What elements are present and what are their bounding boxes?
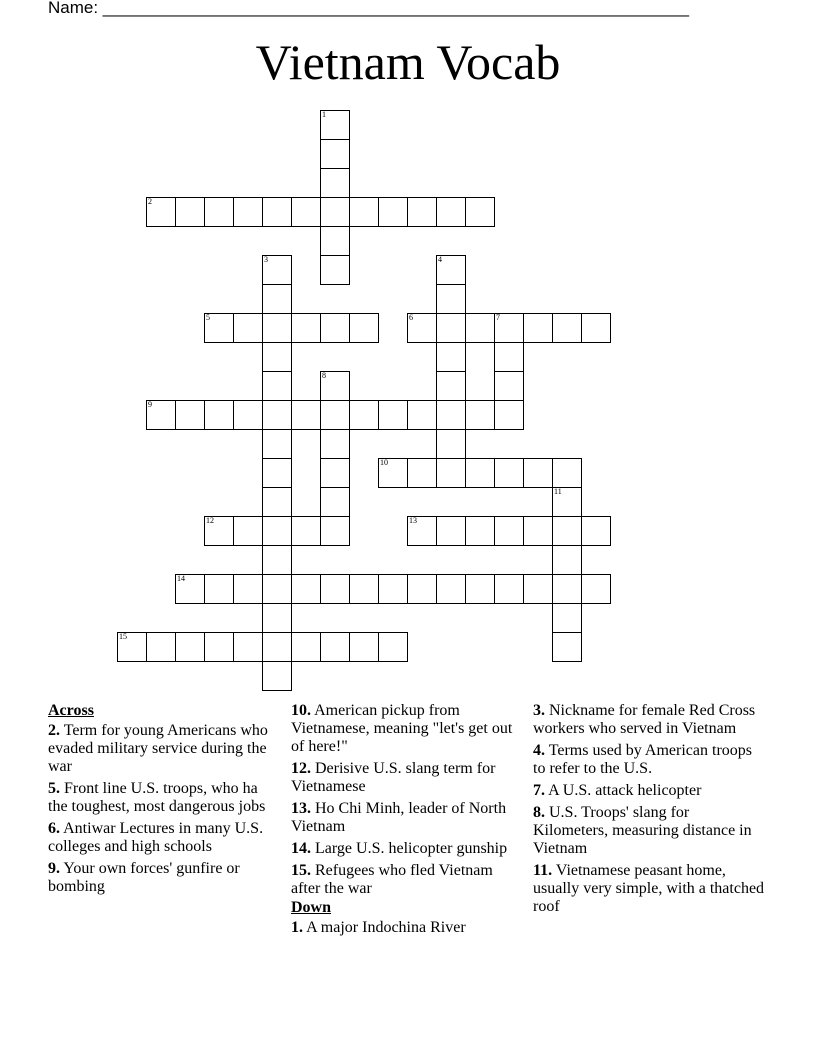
crossword-cell[interactable] xyxy=(349,313,379,343)
crossword-cell[interactable] xyxy=(320,168,350,198)
crossword-cell[interactable] xyxy=(523,516,553,546)
crossword-cell[interactable] xyxy=(378,632,408,662)
crossword-cell[interactable] xyxy=(436,574,466,604)
across-clue xyxy=(48,722,280,776)
cell-number: 10 xyxy=(380,458,388,467)
down-heading: Down xyxy=(291,899,332,916)
clue-number: 10. xyxy=(291,702,311,719)
clue-number: 3. xyxy=(533,702,545,719)
clue-text: A U.S. attack helicopter xyxy=(548,782,702,799)
crossword-cell[interactable] xyxy=(320,516,350,546)
crossword-cell[interactable] xyxy=(494,400,524,430)
cell-number: 8 xyxy=(322,371,326,380)
crossword-cell[interactable] xyxy=(407,458,437,488)
crossword-cell[interactable] xyxy=(262,632,292,662)
clue-text: American pickup from Vietnamese, meaning "let's get out of here!" xyxy=(291,702,513,755)
crossword-cell[interactable] xyxy=(494,313,524,343)
crossword-cell[interactable] xyxy=(407,313,437,343)
across-clue xyxy=(48,820,280,856)
across-clue xyxy=(291,702,523,756)
crossword-cell[interactable] xyxy=(436,458,466,488)
clue-text: Your own forces' gunfire or bombing xyxy=(48,860,240,895)
crossword-cell[interactable] xyxy=(262,458,292,488)
crossword-cell[interactable] xyxy=(436,400,466,430)
clue-number: 11. xyxy=(533,862,553,879)
crossword-cell[interactable] xyxy=(465,313,495,343)
crossword-cell[interactable] xyxy=(233,313,263,343)
cell-number: 13 xyxy=(409,516,417,525)
across-clue xyxy=(48,860,280,896)
across-clue xyxy=(48,780,280,816)
crossword-cell[interactable] xyxy=(262,661,292,691)
crossword-cell[interactable] xyxy=(204,574,234,604)
crossword-cell[interactable] xyxy=(262,255,292,285)
page-title: Vietnam Vocab xyxy=(255,34,561,90)
clue-number: 4. xyxy=(533,742,545,759)
clue-number: 6. xyxy=(48,820,60,837)
crossword-cell[interactable] xyxy=(320,371,350,401)
crossword-cell[interactable] xyxy=(378,197,408,227)
crossword-cell[interactable] xyxy=(436,255,466,285)
crossword-cell[interactable] xyxy=(146,197,176,227)
crossword-cell[interactable] xyxy=(204,516,234,546)
clue-text: Term for young Americans who evaded military service during the war xyxy=(48,722,268,775)
crossword-cell[interactable] xyxy=(262,284,292,314)
crossword-cell[interactable] xyxy=(407,574,437,604)
clue-text: Nickname for female Red Cross workers who served in Vietnam xyxy=(533,702,756,737)
clue-number: 13. xyxy=(291,800,311,817)
crossword-cell[interactable] xyxy=(146,400,176,430)
crossword-cell[interactable] xyxy=(262,313,292,343)
clue-number: 9. xyxy=(48,860,60,877)
crossword-cell[interactable] xyxy=(407,197,437,227)
crossword-cell[interactable] xyxy=(494,342,524,372)
crossword-cell[interactable] xyxy=(262,429,292,459)
crossword-cell[interactable] xyxy=(349,632,379,662)
crossword-cell[interactable] xyxy=(378,574,408,604)
clue-text: Refugees who fled Vietnam after the war xyxy=(291,862,493,897)
cell-number: 14 xyxy=(177,574,185,583)
crossword-cell[interactable] xyxy=(233,400,263,430)
cell-number: 15 xyxy=(119,632,127,641)
cell-number: 3 xyxy=(264,255,268,264)
crossword-cell[interactable] xyxy=(320,110,350,140)
crossword-cell[interactable] xyxy=(349,574,379,604)
crossword-cell[interactable] xyxy=(233,574,263,604)
crossword-cell[interactable] xyxy=(552,458,582,488)
crossword-cell[interactable] xyxy=(552,574,582,604)
crossword-cell[interactable] xyxy=(436,284,466,314)
clue-number: 5. xyxy=(48,780,60,797)
cell-number: 2 xyxy=(148,197,152,206)
crossword-cell[interactable] xyxy=(320,400,350,430)
cell-number: 5 xyxy=(206,313,210,322)
crossword-cell[interactable] xyxy=(175,632,205,662)
crossword-cell[interactable] xyxy=(204,313,234,343)
crossword-cell[interactable] xyxy=(523,458,553,488)
across-heading: Across xyxy=(48,702,94,719)
crossword-cell[interactable] xyxy=(233,197,263,227)
clue-column-1 xyxy=(48,702,280,900)
clue-column-3 xyxy=(533,702,765,920)
crossword-cell[interactable] xyxy=(581,516,611,546)
crossword-cell[interactable] xyxy=(175,574,205,604)
across-clue xyxy=(291,760,523,796)
crossword-cell[interactable] xyxy=(523,313,553,343)
clue-number: 8. xyxy=(533,804,545,821)
cell-number: 6 xyxy=(409,313,413,322)
crossword-cell[interactable] xyxy=(175,197,205,227)
across-clue xyxy=(291,862,523,898)
crossword-cell[interactable] xyxy=(552,516,582,546)
clue-number: 7. xyxy=(533,782,545,799)
cell-number: 7 xyxy=(496,313,500,322)
clue-text: A major Indochina River xyxy=(306,919,466,936)
crossword-cell[interactable] xyxy=(175,400,205,430)
crossword-cell[interactable] xyxy=(436,313,466,343)
crossword-cell[interactable] xyxy=(436,429,466,459)
crossword-cell[interactable] xyxy=(204,400,234,430)
crossword-cell[interactable] xyxy=(320,429,350,459)
down-clue xyxy=(291,919,523,937)
crossword-cell[interactable] xyxy=(465,516,495,546)
clue-text: Large U.S. helicopter gunship xyxy=(315,840,508,857)
clue-text: Front line U.S. troops, who ha the toughest, most dangerous jobs xyxy=(48,780,266,815)
clue-text: U.S. Troops' slang for Kilometers, measuring distance in Vietnam xyxy=(533,804,752,857)
crossword-cell[interactable] xyxy=(320,458,350,488)
crossword-cell[interactable] xyxy=(523,574,553,604)
crossword-cell[interactable] xyxy=(262,342,292,372)
crossword-cell[interactable] xyxy=(262,487,292,517)
across-clue xyxy=(291,840,523,858)
crossword-cell[interactable] xyxy=(494,458,524,488)
crossword-cell[interactable] xyxy=(552,545,582,575)
down-clue xyxy=(533,862,765,916)
crossword-cell[interactable] xyxy=(581,574,611,604)
crossword-cell[interactable] xyxy=(552,313,582,343)
crossword-cell[interactable] xyxy=(465,574,495,604)
crossword-cell[interactable] xyxy=(262,197,292,227)
crossword-cell[interactable] xyxy=(117,632,147,662)
down-clue xyxy=(533,804,765,858)
clue-text: Antiwar Lectures in many U.S. colleges and high schools xyxy=(48,820,264,855)
clue-text: Vietnamese peasant home, usually very simple, with a thatched roof xyxy=(533,862,765,915)
crossword-cell[interactable] xyxy=(465,197,495,227)
crossword-cell[interactable] xyxy=(552,487,582,517)
down-clue xyxy=(533,742,765,778)
name-field-label: Name: ______________________________________________________________ xyxy=(48,0,689,17)
crossword-cell[interactable] xyxy=(436,197,466,227)
clue-text: Ho Chi Minh, leader of North Vietnam xyxy=(291,800,507,835)
crossword-cell[interactable] xyxy=(262,574,292,604)
crossword-cell[interactable] xyxy=(552,603,582,633)
crossword-cell[interactable] xyxy=(349,197,379,227)
crossword-cell[interactable] xyxy=(233,632,263,662)
crossword-cell[interactable] xyxy=(291,574,321,604)
clue-number: 15. xyxy=(291,862,311,879)
crossword-cell[interactable] xyxy=(291,197,321,227)
cell-number: 11 xyxy=(554,487,562,496)
crossword-cell[interactable] xyxy=(291,313,321,343)
crossword-cell[interactable] xyxy=(233,516,263,546)
clue-number: 12. xyxy=(291,760,311,777)
crossword-cell[interactable] xyxy=(407,400,437,430)
down-clue xyxy=(533,782,765,800)
cell-number: 1 xyxy=(322,110,326,119)
crossword-cell[interactable] xyxy=(494,516,524,546)
crossword-cell[interactable] xyxy=(378,458,408,488)
crossword-cell[interactable] xyxy=(262,603,292,633)
crossword-cell[interactable] xyxy=(320,197,350,227)
crossword-cell[interactable] xyxy=(436,371,466,401)
crossword-cell[interactable] xyxy=(262,371,292,401)
across-clue xyxy=(291,800,523,836)
crossword-cell[interactable] xyxy=(291,400,321,430)
crossword-cell[interactable] xyxy=(407,516,437,546)
crossword-cell[interactable] xyxy=(320,139,350,169)
crossword-cell[interactable] xyxy=(494,574,524,604)
crossword-cell[interactable] xyxy=(581,313,611,343)
crossword-cell[interactable] xyxy=(291,516,321,546)
clue-number: 1. xyxy=(291,919,303,936)
crossword-cell[interactable] xyxy=(146,632,176,662)
crossword-cell[interactable] xyxy=(436,342,466,372)
crossword-cell[interactable] xyxy=(291,632,321,662)
crossword-cell[interactable] xyxy=(262,400,292,430)
crossword-cell[interactable] xyxy=(320,226,350,256)
crossword-cell[interactable] xyxy=(465,458,495,488)
crossword-cell[interactable] xyxy=(349,400,379,430)
crossword-cell[interactable] xyxy=(378,400,408,430)
crossword-cell[interactable] xyxy=(552,632,582,662)
cell-number: 12 xyxy=(206,516,214,525)
crossword-cell[interactable] xyxy=(320,632,350,662)
crossword-cell[interactable] xyxy=(262,545,292,575)
crossword-cell[interactable] xyxy=(436,516,466,546)
crossword-cell[interactable] xyxy=(465,400,495,430)
clue-column-2 xyxy=(291,702,523,941)
crossword-cell[interactable] xyxy=(320,574,350,604)
crossword-cell[interactable] xyxy=(494,371,524,401)
clue-text: Terms used by American troops to refer to the U.S. xyxy=(533,742,752,777)
clue-text: Derisive U.S. slang term for Vietnamese xyxy=(291,760,496,795)
cell-number: 4 xyxy=(438,255,442,264)
crossword-cell[interactable] xyxy=(320,487,350,517)
down-clue xyxy=(533,702,765,738)
crossword-cell[interactable] xyxy=(320,255,350,285)
cell-number: 9 xyxy=(148,400,152,409)
crossword-cell[interactable] xyxy=(320,313,350,343)
crossword-cell[interactable] xyxy=(262,516,292,546)
clue-number: 14. xyxy=(291,840,311,857)
crossword-cell[interactable] xyxy=(204,632,234,662)
clue-number: 2. xyxy=(48,722,60,739)
crossword-cell[interactable] xyxy=(204,197,234,227)
